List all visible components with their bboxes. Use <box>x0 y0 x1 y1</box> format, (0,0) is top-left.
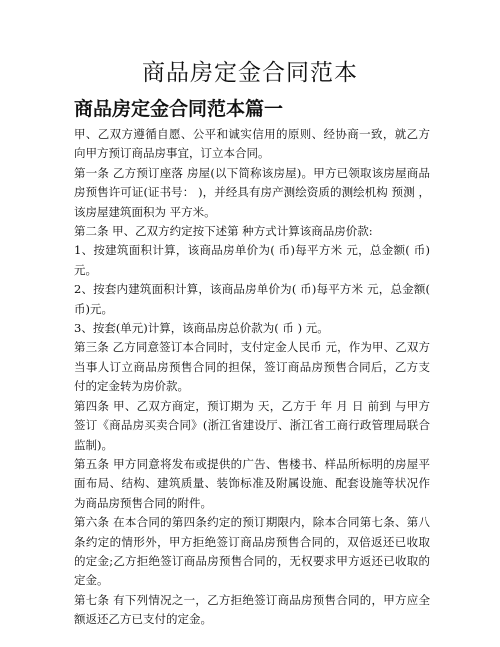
paragraph-article-1: 第一条 乙方预订座落 房屋(以下简称该房屋)。甲方已领取该房屋商品房预售许可证(证书号： )，并经具有房产测绘资质的测绘机构 预测 ，该房屋建筑面积为 平方米。 <box>74 165 430 219</box>
paragraph-intro: 甲、乙双方遵循自愿、公平和诚实信用的原则、经协商一致，就乙方向甲方预订商品房事宜，订立本合同。 <box>74 127 430 161</box>
paragraph-article-2: 第二条 甲、乙双方约定按下述第 种方式计算该商品房价款: <box>74 224 373 239</box>
paragraph-article-3: 第三条 乙方同意签订本合同时，支付定金人民币 元，作为甲、乙双方当事人订立商品房预售合同的担保，签订商品房预售合同后，乙方支付的定金转为房价款。 <box>74 340 430 394</box>
paragraph-article-5: 第五条 甲方同意将发布或提供的广告、售楼书、样品所标明的房屋平面布局、结构、建筑质量、装饰标准及附属设施、配套设施等状况作为商品房预售合同的附件。 <box>74 456 430 510</box>
paragraph-article-7: 第七条 有下列情况之一，乙方拒绝签订商品房预售合同的，甲方应全额返还乙方已支付的定金。 <box>74 592 430 627</box>
paragraph-option-2: 2、按套内建筑面积计算，该商品房单价为( 币)每平方米 元，总金额( 币)元。 <box>74 282 430 316</box>
paragraph-option-3: 3、按套(单元)计算，该商品房总价款为( 币 ) 元。 <box>74 321 329 336</box>
section-heading: 商品房定金合同范本篇一 <box>74 98 284 120</box>
paragraph-option-1: 1、按建筑面积计算，该商品房单价为( 币)每平方米 元，总金额( 币) 元。 <box>74 243 430 277</box>
paragraph-article-6: 第六条 在本合同的第四条约定的预订期限内，除本合同第七条、第八条约定的情形外，甲方拒绝签订商品房预售合同的，双倍返还已收取的定金;乙方拒绝签订商品房预售合同的，无权要求甲方返还已收取的定金。 <box>74 515 430 588</box>
document-title: 商品房定金合同范本 <box>142 60 358 86</box>
document-body <box>74 125 430 630</box>
paragraph-article-4: 第四条 甲、乙双方商定，预订期为 天，乙方于 年 月 日 前到 与甲方签订《商品房买卖合同》(浙江省建设厅、浙江省工商行政管理局联合监制)。 <box>74 398 430 452</box>
